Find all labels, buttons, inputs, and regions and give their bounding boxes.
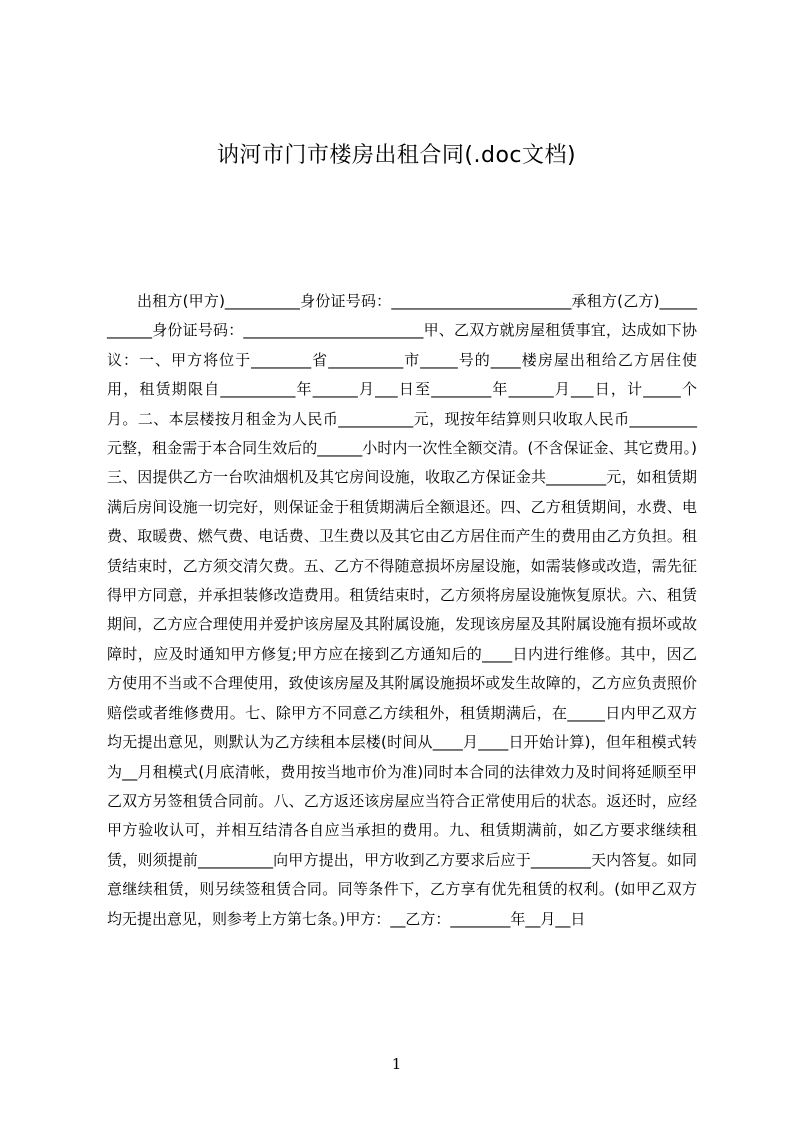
page-number: 1	[391, 1055, 402, 1073]
document-title: 讷河市门市楼房出租合同(.doc文档)	[216, 143, 577, 168]
contract-body-text: 出租方(甲方)__________身份证号码：________________________承租方(乙方)___________身份证号码：________________________甲、乙双方就房屋租赁事宜，达成如下协议：一、甲方将位于________省__________市_____号的____楼房屋出租给乙方居住使用，租赁期限自__________年______月___日至________年______月___日，计_____个月。二、本层楼按月租金为人民币__________元，现按年结算则只收取人民币_________元整，租金需于本合同生效后的______小时内一次性全额交清。(不含保证金、其它费用。)三、因提供乙方一台吹油烟机及其它房间设施，收取乙方保证金共________元，如租赁期满后房间设施一切完好，则保证金于租赁期满后全额退还。四、乙方租赁期间，水费、电费、取暖费、燃气费、电话费、卫生费以及其它由乙方居住而产生的费用由乙方负担。租赁结束时，乙方须交清欠费。五、乙方不得随意损坏房屋设施，如需装修或改造，需先征得甲方同意，并承担装修改造费用。租赁结束时，乙方须将房屋设施恢复原状。六、租赁期间，乙方应合理使用并爱护该房屋及其附属设施，发现该房屋及其附属设施有损坏或故障时，应及时通知甲方修复;甲方应在接到乙方通知后的____日内进行维修。其中，因乙方使用不当或不合理使用，致使该房屋及其附属设施损坏或发生故障的，乙方应负责照价赔偿或者维修费用。七、除甲方不同意乙方续租外，租赁期满后，在_____日内甲乙双方均无提出意见，则默认为乙方续租本层楼(时间从____月____日开始计算)，但年租模式转为__月租模式(月底清帐，费用按当地市价为准)同时本合同的法律效力及时间将延顺至甲乙双方另签租赁合同前。八、乙方返还该房屋应当符合正常使用后的状态。返还时，应经甲方验收认可，并相互结清各自应当承担的费用。九、租赁期满前，如乙方要求继续租赁，则须提前__________向甲方提出，甲方收到乙方要求后应于________天内答复。如同意继续租赁，则另续签租赁合同。同等条件下，乙方享有优先租赁的权利。(如甲乙双方均无提出意见，则参考上方第七条。)甲方：__乙方：________年__月__日	[107, 292, 697, 928]
